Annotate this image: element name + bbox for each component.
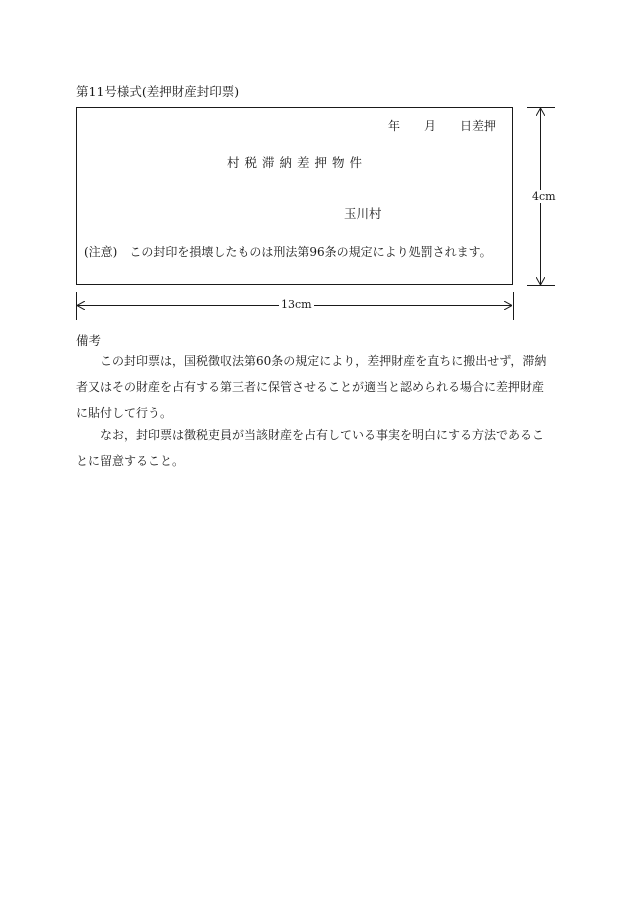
remarks-paragraph-1: この封印票は，国税徴収法第60条の規定により，差押財産を直ちに搬出せず，滞納者又はその財産を占有する第三者に保管させることが適当と認められる場合に差押財産に貼付して行う。	[76, 354, 547, 420]
height-arrow-down-icon	[536, 277, 545, 285]
width-arrow-left-icon	[77, 301, 85, 310]
width-dimension-right-tick	[513, 292, 514, 320]
height-dimension-label: 4cm	[532, 190, 556, 203]
height-arrow-up-icon	[536, 108, 545, 116]
remarks-heading: 備考	[76, 333, 102, 348]
width-dimension-label: 13cm	[281, 298, 312, 311]
form-title: 第11号様式(差押財産封印票)	[76, 84, 240, 99]
width-arrow-right-icon	[504, 301, 512, 310]
remarks-paragraph-2: なお，封印票は徴税吏員が当該財産を占有している事実を明白にする方法であることに留意すること。	[76, 428, 545, 468]
seal-ticket	[76, 107, 513, 285]
seal-notice: (注意) この封印を損壊したものは刑法第96条の規定により処罰されます。	[84, 245, 492, 259]
height-dimension-bottom-tick	[527, 285, 555, 286]
village-name: 玉川村	[344, 206, 382, 221]
seizure-date-line: 年 月 日差押	[387, 119, 496, 133]
seal-title: 村税滞納差押物件	[227, 155, 368, 170]
